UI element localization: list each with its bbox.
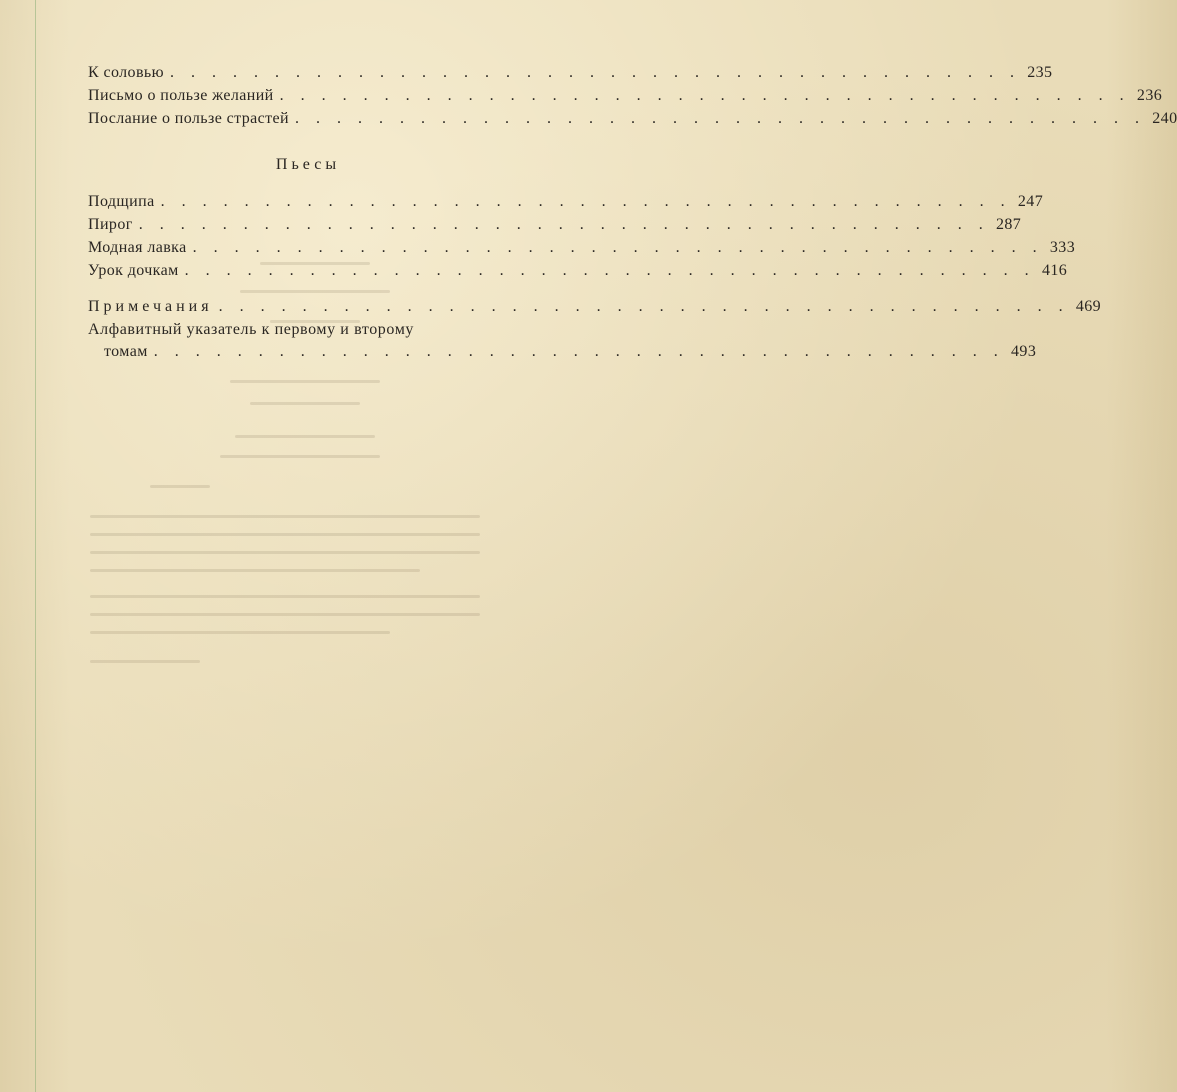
toc-entry — [88, 239, 1076, 262]
toc-entry-page: 240 — [1152, 110, 1177, 127]
toc-entry-page: 469 — [1075, 298, 1102, 315]
toc-entry — [88, 262, 1068, 285]
toc-entry-page: 416 — [1041, 262, 1068, 279]
toc-entry-notes — [88, 298, 1102, 321]
leader-dots: . . . . . . . . . . . . . . . . . . . . . . . . . . . . . . . . . . . . . . . . . — [294, 110, 1146, 127]
leader-dots: . . . . . . . . . . . . . . . . . . . . . . . . . . . . . . . . . . . . . . . . . — [138, 216, 990, 233]
leader-dots: . . . . . . . . . . . . . . . . . . . . . . . . . . . . . . . . . . . . . . . . . — [192, 239, 1044, 256]
page-fold-line — [35, 0, 36, 1092]
toc-entry-page: 235 — [1027, 64, 1053, 81]
toc-entry-title: Подщипа — [88, 193, 155, 210]
section-heading-plays: Пьесы — [275, 156, 341, 173]
leader-dots: . . . . . . . . . . . . . . . . . . . . . . . . . . . . . . . . . . . . . . . . . — [153, 343, 1005, 360]
toc-entry-page: 247 — [1017, 193, 1044, 210]
toc-entry-page: 333 — [1049, 239, 1076, 256]
toc-entry-page: 287 — [995, 216, 1022, 233]
toc-entry-title: томам — [104, 343, 148, 360]
leader-dots: . . . . . . . . . . . . . . . . . . . . . . . . . . . . . . . . . . . . . . . . . — [169, 64, 1021, 81]
leader-dots: . . . . . . . . . . . . . . . . . . . . . . . . . . . . . . . . . . . . . . . . . — [279, 87, 1131, 104]
toc-entry-title: Послание о пользе страстей — [88, 110, 289, 127]
leader-dots: . . . . . . . . . . . . . . . . . . . . . . . . . . . . . . . . . . . . . . . . . — [218, 298, 1070, 315]
leader-dots: . . . . . . . . . . . . . . . . . . . . . . . . . . . . . . . . . . . . . . . . . — [184, 262, 1036, 279]
toc-entry-title: Письмо о пользе желаний — [88, 87, 274, 104]
leader-dots: . . . . . . . . . . . . . . . . . . . . . . . . . . . . . . . . . . . . . . . . . — [160, 193, 1012, 210]
toc-entry — [88, 216, 1022, 239]
toc-entry — [88, 110, 1177, 133]
toc-entry-index — [88, 343, 1037, 366]
toc-entry-page: 493 — [1011, 343, 1037, 360]
toc-entry-title: Пирог — [88, 216, 133, 233]
toc-entry-title: Урок дочкам — [88, 262, 179, 279]
toc-entry-title: Примечания — [88, 298, 213, 315]
table-of-contents — [88, 64, 1177, 366]
toc-entry-title: К соловью — [88, 64, 164, 81]
toc-entry — [88, 87, 1163, 110]
spacer — [88, 285, 528, 298]
toc-entry-title: Модная лавка — [88, 239, 187, 256]
toc-entry-index-line1: Алфавитный указатель к первому и второму — [88, 321, 415, 338]
toc-entry — [88, 193, 1044, 216]
toc-entry-page: 236 — [1136, 87, 1163, 104]
toc-entry — [88, 64, 1053, 87]
